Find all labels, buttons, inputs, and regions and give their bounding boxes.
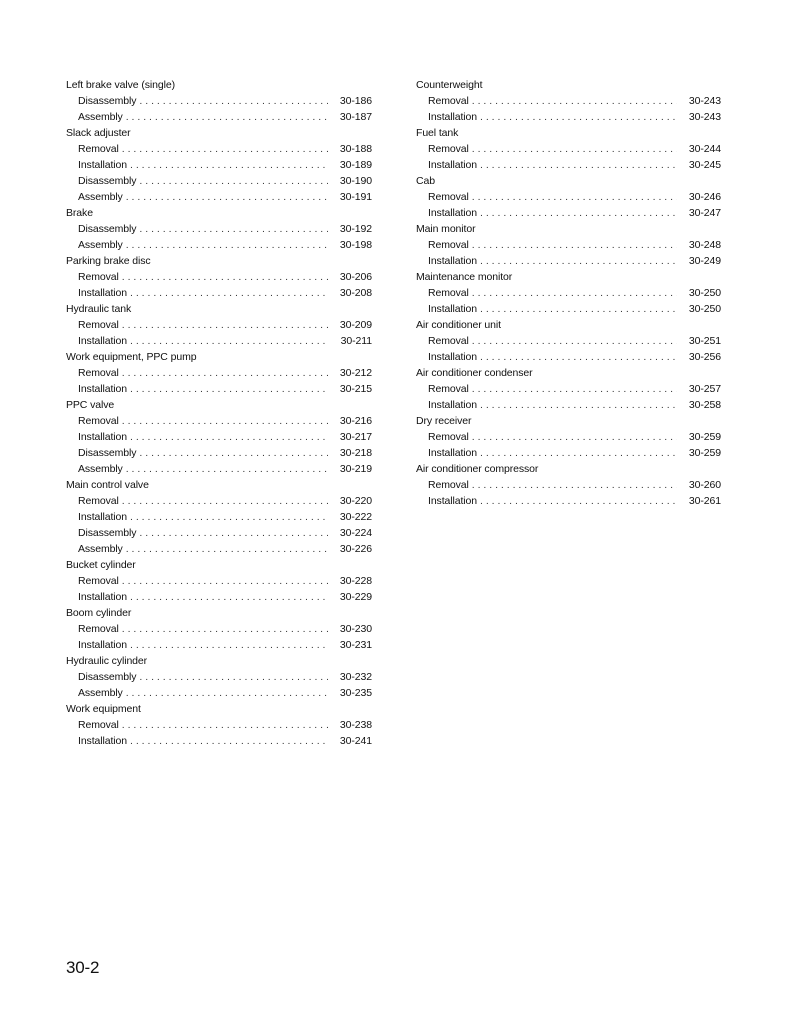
toc-entry-label: Installation <box>428 255 477 267</box>
toc-entry-label: Installation <box>78 287 127 299</box>
toc-section-title: Main control valve <box>66 479 149 491</box>
toc-entry-page: 30-235 <box>339 687 372 699</box>
dot-leader <box>130 637 328 653</box>
toc-entry-page: 30-249 <box>688 255 721 267</box>
toc-entry <box>66 141 372 157</box>
toc-entry-label: Removal <box>78 495 119 507</box>
toc-entry-label: Installation <box>78 159 127 171</box>
toc-entry-page: 30-191 <box>339 191 372 203</box>
toc-section-title: Maintenance monitor <box>416 271 513 283</box>
toc-entry <box>66 621 372 637</box>
toc-entry-page: 30-244 <box>688 143 721 155</box>
toc-entry <box>416 445 721 461</box>
toc-entry-label: Removal <box>428 143 469 155</box>
toc-entry-label: Removal <box>428 335 469 347</box>
toc-section-title: Parking brake disc <box>66 255 151 267</box>
dot-leader <box>122 621 328 637</box>
toc-entry-label: Removal <box>78 319 119 331</box>
toc-entry <box>66 669 372 685</box>
dot-leader <box>130 509 328 525</box>
toc-entry-page: 30-222 <box>339 511 372 523</box>
toc-entry-page: 30-243 <box>688 95 721 107</box>
toc-section-title: Brake <box>66 207 93 219</box>
toc-entry-label: Removal <box>78 415 119 427</box>
toc-entry <box>416 429 721 445</box>
dot-leader <box>130 157 328 173</box>
dot-leader <box>480 253 677 269</box>
toc-entry <box>66 365 372 381</box>
toc-entry-label: Installation <box>428 111 477 123</box>
toc-entry <box>66 525 372 541</box>
dot-leader <box>472 381 677 397</box>
toc-entry <box>66 285 372 301</box>
toc-entry <box>66 461 372 477</box>
toc-entry-label: Disassembly <box>78 527 137 539</box>
toc-entry-label: Removal <box>78 575 119 587</box>
toc-entry <box>66 493 372 509</box>
toc-entry <box>416 285 721 301</box>
toc-entry-label: Installation <box>78 431 127 443</box>
toc-entry-label: Removal <box>78 719 119 731</box>
toc-entry-page: 30-241 <box>339 735 372 747</box>
toc-entry <box>416 237 721 253</box>
toc-entry-label: Removal <box>78 271 119 283</box>
dot-leader <box>472 237 677 253</box>
toc-section-title: Dry receiver <box>416 415 472 427</box>
toc-entry-label: Assembly <box>78 111 123 123</box>
toc-entry-page: 30-258 <box>688 399 721 411</box>
toc-entry-label: Installation <box>428 447 477 459</box>
toc-entry-label: Removal <box>428 383 469 395</box>
dot-leader <box>126 685 328 701</box>
toc-entry-label: Installation <box>78 735 127 747</box>
toc-entry-page: 30-208 <box>339 287 372 299</box>
toc-entry <box>66 157 372 173</box>
dot-leader <box>480 109 677 125</box>
toc-section-title: Slack adjuster <box>66 127 131 139</box>
dot-leader <box>472 189 677 205</box>
dot-leader <box>139 445 328 461</box>
toc-section-title: Hydraulic tank <box>66 303 132 315</box>
toc-entry-page: 30-218 <box>339 447 372 459</box>
toc-entry-page: 30-198 <box>339 239 372 251</box>
toc-entry-label: Removal <box>428 239 469 251</box>
toc-entry-page: 30-188 <box>339 143 372 155</box>
toc-entry <box>66 189 372 205</box>
toc-entry <box>416 189 721 205</box>
dot-leader <box>139 173 328 189</box>
dot-leader <box>130 285 328 301</box>
toc-entry-label: Assembly <box>78 239 123 251</box>
dot-leader <box>139 525 328 541</box>
toc-entry-label: Removal <box>428 431 469 443</box>
toc-entry-label: Disassembly <box>78 447 137 459</box>
toc-entry-page: 30-211 <box>340 335 372 347</box>
toc-section-title: Air conditioner condenser <box>416 367 533 379</box>
toc-entry-label: Installation <box>428 159 477 171</box>
toc-entry-page: 30-246 <box>688 191 721 203</box>
dot-leader <box>139 93 328 109</box>
toc-entry <box>416 253 721 269</box>
toc-entry <box>416 333 721 349</box>
dot-leader <box>480 301 677 317</box>
toc-entry-label: Installation <box>78 591 127 603</box>
toc-entry-page: 30-216 <box>339 415 372 427</box>
toc-entry <box>416 477 721 493</box>
toc-entry-page: 30-260 <box>688 479 721 491</box>
toc-entry-label: Disassembly <box>78 95 137 107</box>
dot-leader <box>122 413 328 429</box>
toc-section-title: Cab <box>416 175 435 187</box>
toc-entry <box>416 301 721 317</box>
toc-section-title: Hydraulic cylinder <box>66 655 148 667</box>
toc-entry-label: Installation <box>78 383 127 395</box>
toc-entry-page: 30-190 <box>339 175 372 187</box>
dot-leader <box>130 733 328 749</box>
toc-entry-label: Assembly <box>78 687 123 699</box>
dot-leader <box>122 269 328 285</box>
toc-entry-page: 30-259 <box>688 431 721 443</box>
toc-entry <box>416 109 721 125</box>
toc-entry <box>66 93 372 109</box>
toc-entry <box>66 413 372 429</box>
toc-entry <box>416 205 721 221</box>
toc-entry <box>416 157 721 173</box>
toc-entry <box>66 589 372 605</box>
toc-entry-page: 30-224 <box>339 527 372 539</box>
toc-entry-label: Installation <box>428 207 477 219</box>
toc-entry <box>416 381 721 397</box>
dot-leader <box>130 333 328 349</box>
dot-leader <box>472 141 677 157</box>
toc-entry <box>66 269 372 285</box>
toc-entry-page: 30-187 <box>339 111 372 123</box>
toc-entry-label: Assembly <box>78 463 123 475</box>
toc-entry <box>66 445 372 461</box>
dot-leader <box>126 237 328 253</box>
dot-leader <box>126 461 328 477</box>
toc-entry-page: 30-250 <box>688 287 721 299</box>
toc-entry <box>66 573 372 589</box>
toc-entry-page: 30-217 <box>339 431 372 443</box>
toc-section-title: Counterweight <box>416 79 483 91</box>
dot-leader <box>122 493 328 509</box>
dot-leader <box>480 397 677 413</box>
toc-entry <box>66 637 372 653</box>
toc-entry <box>66 685 372 701</box>
toc-right-column <box>416 77 721 509</box>
toc-entry-page: 30-192 <box>339 223 372 235</box>
toc-left-column <box>66 77 372 749</box>
dot-leader <box>130 381 328 397</box>
toc-section-title: Bucket cylinder <box>66 559 136 571</box>
toc-entry-label: Installation <box>428 303 477 315</box>
toc-entry-label: Disassembly <box>78 175 137 187</box>
dot-leader <box>480 205 677 221</box>
dot-leader <box>480 493 677 509</box>
toc-entry <box>416 493 721 509</box>
toc-entry-page: 30-245 <box>688 159 721 171</box>
toc-entry-page: 30-257 <box>688 383 721 395</box>
toc-section-title: PPC valve <box>66 399 115 411</box>
toc-entry <box>416 141 721 157</box>
toc-entry-page: 30-251 <box>688 335 721 347</box>
toc-entry-label: Removal <box>78 367 119 379</box>
toc-entry-label: Removal <box>428 287 469 299</box>
toc-section-title: Air conditioner compressor <box>416 463 539 475</box>
toc-entry <box>66 509 372 525</box>
toc-entry-page: 30-219 <box>339 463 372 475</box>
toc-entry-page: 30-261 <box>688 495 721 507</box>
toc-entry <box>416 397 721 413</box>
toc-entry-page: 30-229 <box>339 591 372 603</box>
toc-entry-page: 30-215 <box>339 383 372 395</box>
toc-entry-page: 30-220 <box>339 495 372 507</box>
dot-leader <box>480 157 677 173</box>
dot-leader <box>472 333 677 349</box>
dot-leader <box>472 477 677 493</box>
toc-entry-label: Installation <box>78 639 127 651</box>
toc-entry <box>416 93 721 109</box>
toc-entry-page: 30-186 <box>339 95 372 107</box>
toc-entry <box>66 173 372 189</box>
toc-entry-page: 30-250 <box>688 303 721 315</box>
toc-entry-page: 30-206 <box>339 271 372 283</box>
dot-leader <box>122 365 328 381</box>
dot-leader <box>130 589 328 605</box>
toc-entry-label: Assembly <box>78 543 123 555</box>
toc-entry-label: Installation <box>428 495 477 507</box>
dot-leader <box>122 141 328 157</box>
dot-leader <box>122 317 328 333</box>
page-number: 30-2 <box>66 958 100 977</box>
dot-leader <box>126 109 328 125</box>
dot-leader <box>472 93 677 109</box>
toc-entry-page: 30-228 <box>339 575 372 587</box>
toc-section-title: Work equipment, PPC pump <box>66 351 197 363</box>
toc-entry <box>66 317 372 333</box>
toc-entry-page: 30-238 <box>339 719 372 731</box>
toc-entry <box>66 541 372 557</box>
toc-entry-page: 30-256 <box>688 351 721 363</box>
toc-entry <box>66 717 372 733</box>
dot-leader <box>126 189 328 205</box>
toc-entry <box>66 221 372 237</box>
dot-leader <box>480 349 677 365</box>
dot-leader <box>130 429 328 445</box>
toc-entry-label: Disassembly <box>78 671 137 683</box>
toc-entry-page: 30-243 <box>688 111 721 123</box>
toc-section-title: Boom cylinder <box>66 607 132 619</box>
dot-leader <box>139 221 328 237</box>
dot-leader <box>122 573 328 589</box>
dot-leader <box>126 541 328 557</box>
toc-entry-label: Removal <box>428 479 469 491</box>
toc-entry <box>66 733 372 749</box>
toc-entry-page: 30-247 <box>688 207 721 219</box>
dot-leader <box>480 445 677 461</box>
toc-section-title: Main monitor <box>416 223 476 235</box>
toc-entry-label: Installation <box>428 399 477 411</box>
toc-entry-page: 30-212 <box>339 367 372 379</box>
toc-entry-label: Removal <box>428 95 469 107</box>
toc-entry <box>66 429 372 445</box>
dot-leader <box>122 717 328 733</box>
toc-entry-label: Disassembly <box>78 223 137 235</box>
toc-entry-label: Installation <box>428 351 477 363</box>
toc-section-title: Work equipment <box>66 703 141 715</box>
toc-entry-page: 30-259 <box>688 447 721 459</box>
toc-entry <box>66 237 372 253</box>
toc-entry-label: Removal <box>78 623 119 635</box>
toc-entry-page: 30-232 <box>339 671 372 683</box>
toc-entry <box>66 333 372 349</box>
toc-entry-label: Installation <box>78 335 127 347</box>
toc-entry-page: 30-226 <box>339 543 372 555</box>
toc-entry-label: Removal <box>78 143 119 155</box>
toc-section-title: Left brake valve (single) <box>66 79 175 91</box>
toc-entry <box>66 109 372 125</box>
toc-entry-label: Removal <box>428 191 469 203</box>
toc-entry <box>66 381 372 397</box>
toc-entry <box>416 349 721 365</box>
toc-entry-page: 30-230 <box>339 623 372 635</box>
toc-section-title: Fuel tank <box>416 127 459 139</box>
dot-leader <box>472 285 677 301</box>
toc-section-title: Air conditioner unit <box>416 319 501 331</box>
toc-entry-page: 30-189 <box>339 159 372 171</box>
toc-entry-page: 30-231 <box>339 639 372 651</box>
dot-leader <box>472 429 677 445</box>
toc-entry-page: 30-209 <box>339 319 372 331</box>
dot-leader <box>139 669 328 685</box>
toc-entry-label: Assembly <box>78 191 123 203</box>
toc-entry-page: 30-248 <box>688 239 721 251</box>
toc-entry-label: Installation <box>78 511 127 523</box>
